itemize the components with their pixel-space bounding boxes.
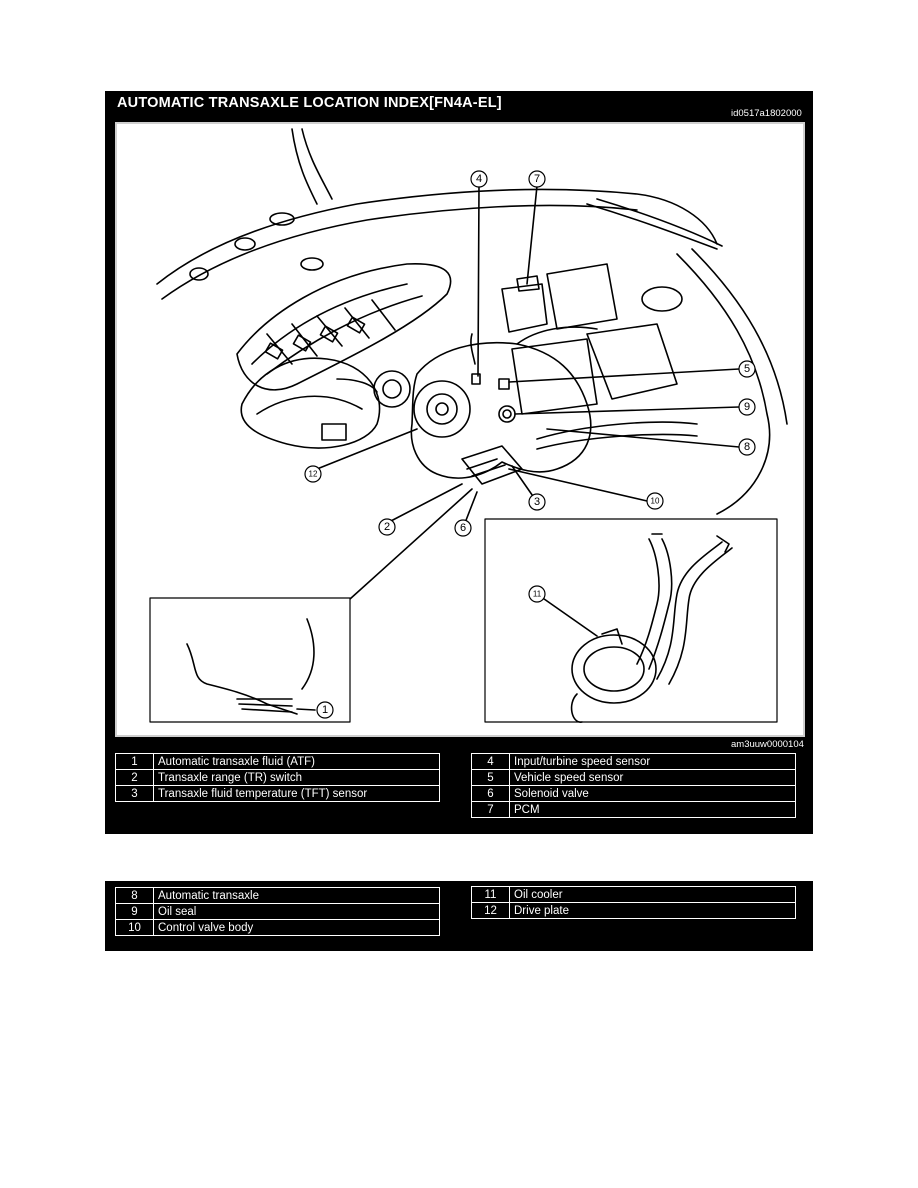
legend-row bbox=[472, 887, 796, 903]
callout-label: 9 bbox=[743, 401, 751, 413]
legend-table-cont-right bbox=[471, 886, 796, 919]
legend-label: PCM bbox=[510, 802, 796, 818]
legend-table-right bbox=[471, 753, 796, 818]
callout-label: 3 bbox=[533, 496, 541, 508]
wiper-line bbox=[587, 204, 717, 249]
figure-title: AUTOMATIC TRANSAXLE LOCATION INDEX[FN4A-EL] bbox=[117, 95, 502, 111]
callout-label: 6 bbox=[459, 522, 467, 534]
legend-row bbox=[116, 888, 440, 904]
legend-label: Automatic transaxle fluid (ATF) bbox=[154, 754, 440, 770]
callout-label: 10 bbox=[650, 496, 660, 506]
legend-row bbox=[116, 904, 440, 920]
legend-num: 2 bbox=[116, 770, 154, 786]
leader-8 bbox=[547, 429, 739, 447]
reservoir-cap bbox=[642, 287, 682, 311]
reference-code: id0517a1802000 bbox=[731, 108, 802, 119]
legend-label: Oil cooler bbox=[510, 887, 796, 903]
intake-manifold bbox=[241, 358, 379, 448]
leader-2 bbox=[389, 484, 462, 522]
drive-plate bbox=[414, 381, 470, 437]
legend-row bbox=[472, 770, 796, 786]
legend-row bbox=[116, 754, 440, 770]
oil-seal bbox=[499, 406, 515, 422]
callout-label: 11 bbox=[532, 589, 542, 599]
legend-row bbox=[472, 786, 796, 802]
battery-box bbox=[547, 264, 617, 329]
fender-line bbox=[677, 254, 770, 514]
hood-line-2 bbox=[302, 129, 332, 199]
callout-label: 1 bbox=[321, 704, 329, 716]
legend-table-left bbox=[115, 753, 440, 802]
callout-label: 2 bbox=[383, 521, 391, 533]
inset-oil-cooler-box bbox=[485, 519, 777, 722]
legend-label: Drive plate bbox=[510, 903, 796, 919]
legend-num: 11 bbox=[472, 887, 510, 903]
leader-5 bbox=[509, 369, 739, 382]
transaxle-housing bbox=[411, 343, 590, 478]
legend-label: Oil seal bbox=[154, 904, 440, 920]
callout-label: 12 bbox=[308, 469, 318, 479]
vehicle-speed-sensor bbox=[499, 379, 509, 389]
legend-row bbox=[116, 786, 440, 802]
throttle-body bbox=[374, 371, 410, 407]
legend-num: 6 bbox=[472, 786, 510, 802]
legend-num: 5 bbox=[472, 770, 510, 786]
callout-label: 5 bbox=[743, 363, 751, 375]
legend-label: Transaxle range (TR) switch bbox=[154, 770, 440, 786]
cowl-top-line bbox=[157, 189, 717, 284]
legend-row bbox=[472, 903, 796, 919]
legend-num: 3 bbox=[116, 786, 154, 802]
legend-table-cont-left bbox=[115, 887, 440, 936]
legend-num: 8 bbox=[116, 888, 154, 904]
legend-num: 4 bbox=[472, 754, 510, 770]
legend-label: Solenoid valve bbox=[510, 786, 796, 802]
legend-row bbox=[116, 920, 440, 936]
callout-label: 4 bbox=[475, 173, 483, 185]
legend-num: 12 bbox=[472, 903, 510, 919]
legend-row bbox=[472, 754, 796, 770]
legend-num: 9 bbox=[116, 904, 154, 920]
leader-inset bbox=[350, 489, 472, 599]
legend-label: Automatic transaxle bbox=[154, 888, 440, 904]
engine-bay-drawing bbox=[117, 124, 803, 735]
callout-label: 8 bbox=[743, 441, 751, 453]
legend-continuation-panel bbox=[105, 881, 813, 951]
legend-label: Transaxle fluid temperature (TFT) sensor bbox=[154, 786, 440, 802]
legend-num: 7 bbox=[472, 802, 510, 818]
control-valve-body bbox=[462, 446, 522, 484]
leader-4 bbox=[478, 186, 479, 376]
legend-row bbox=[472, 802, 796, 818]
engine-bay-diagram bbox=[115, 122, 805, 737]
legend-label: Vehicle speed sensor bbox=[510, 770, 796, 786]
legend-label: Input/turbine speed sensor bbox=[510, 754, 796, 770]
legend-label: Control valve body bbox=[154, 920, 440, 936]
legend-row bbox=[116, 770, 440, 786]
leader-7 bbox=[527, 186, 537, 284]
figure-code: am3uuw0000104 bbox=[731, 739, 804, 750]
legend-num: 10 bbox=[116, 920, 154, 936]
main-figure-panel bbox=[105, 91, 813, 834]
callout-label: 7 bbox=[533, 173, 541, 185]
legend-num: 1 bbox=[116, 754, 154, 770]
leader-10 bbox=[509, 469, 647, 501]
